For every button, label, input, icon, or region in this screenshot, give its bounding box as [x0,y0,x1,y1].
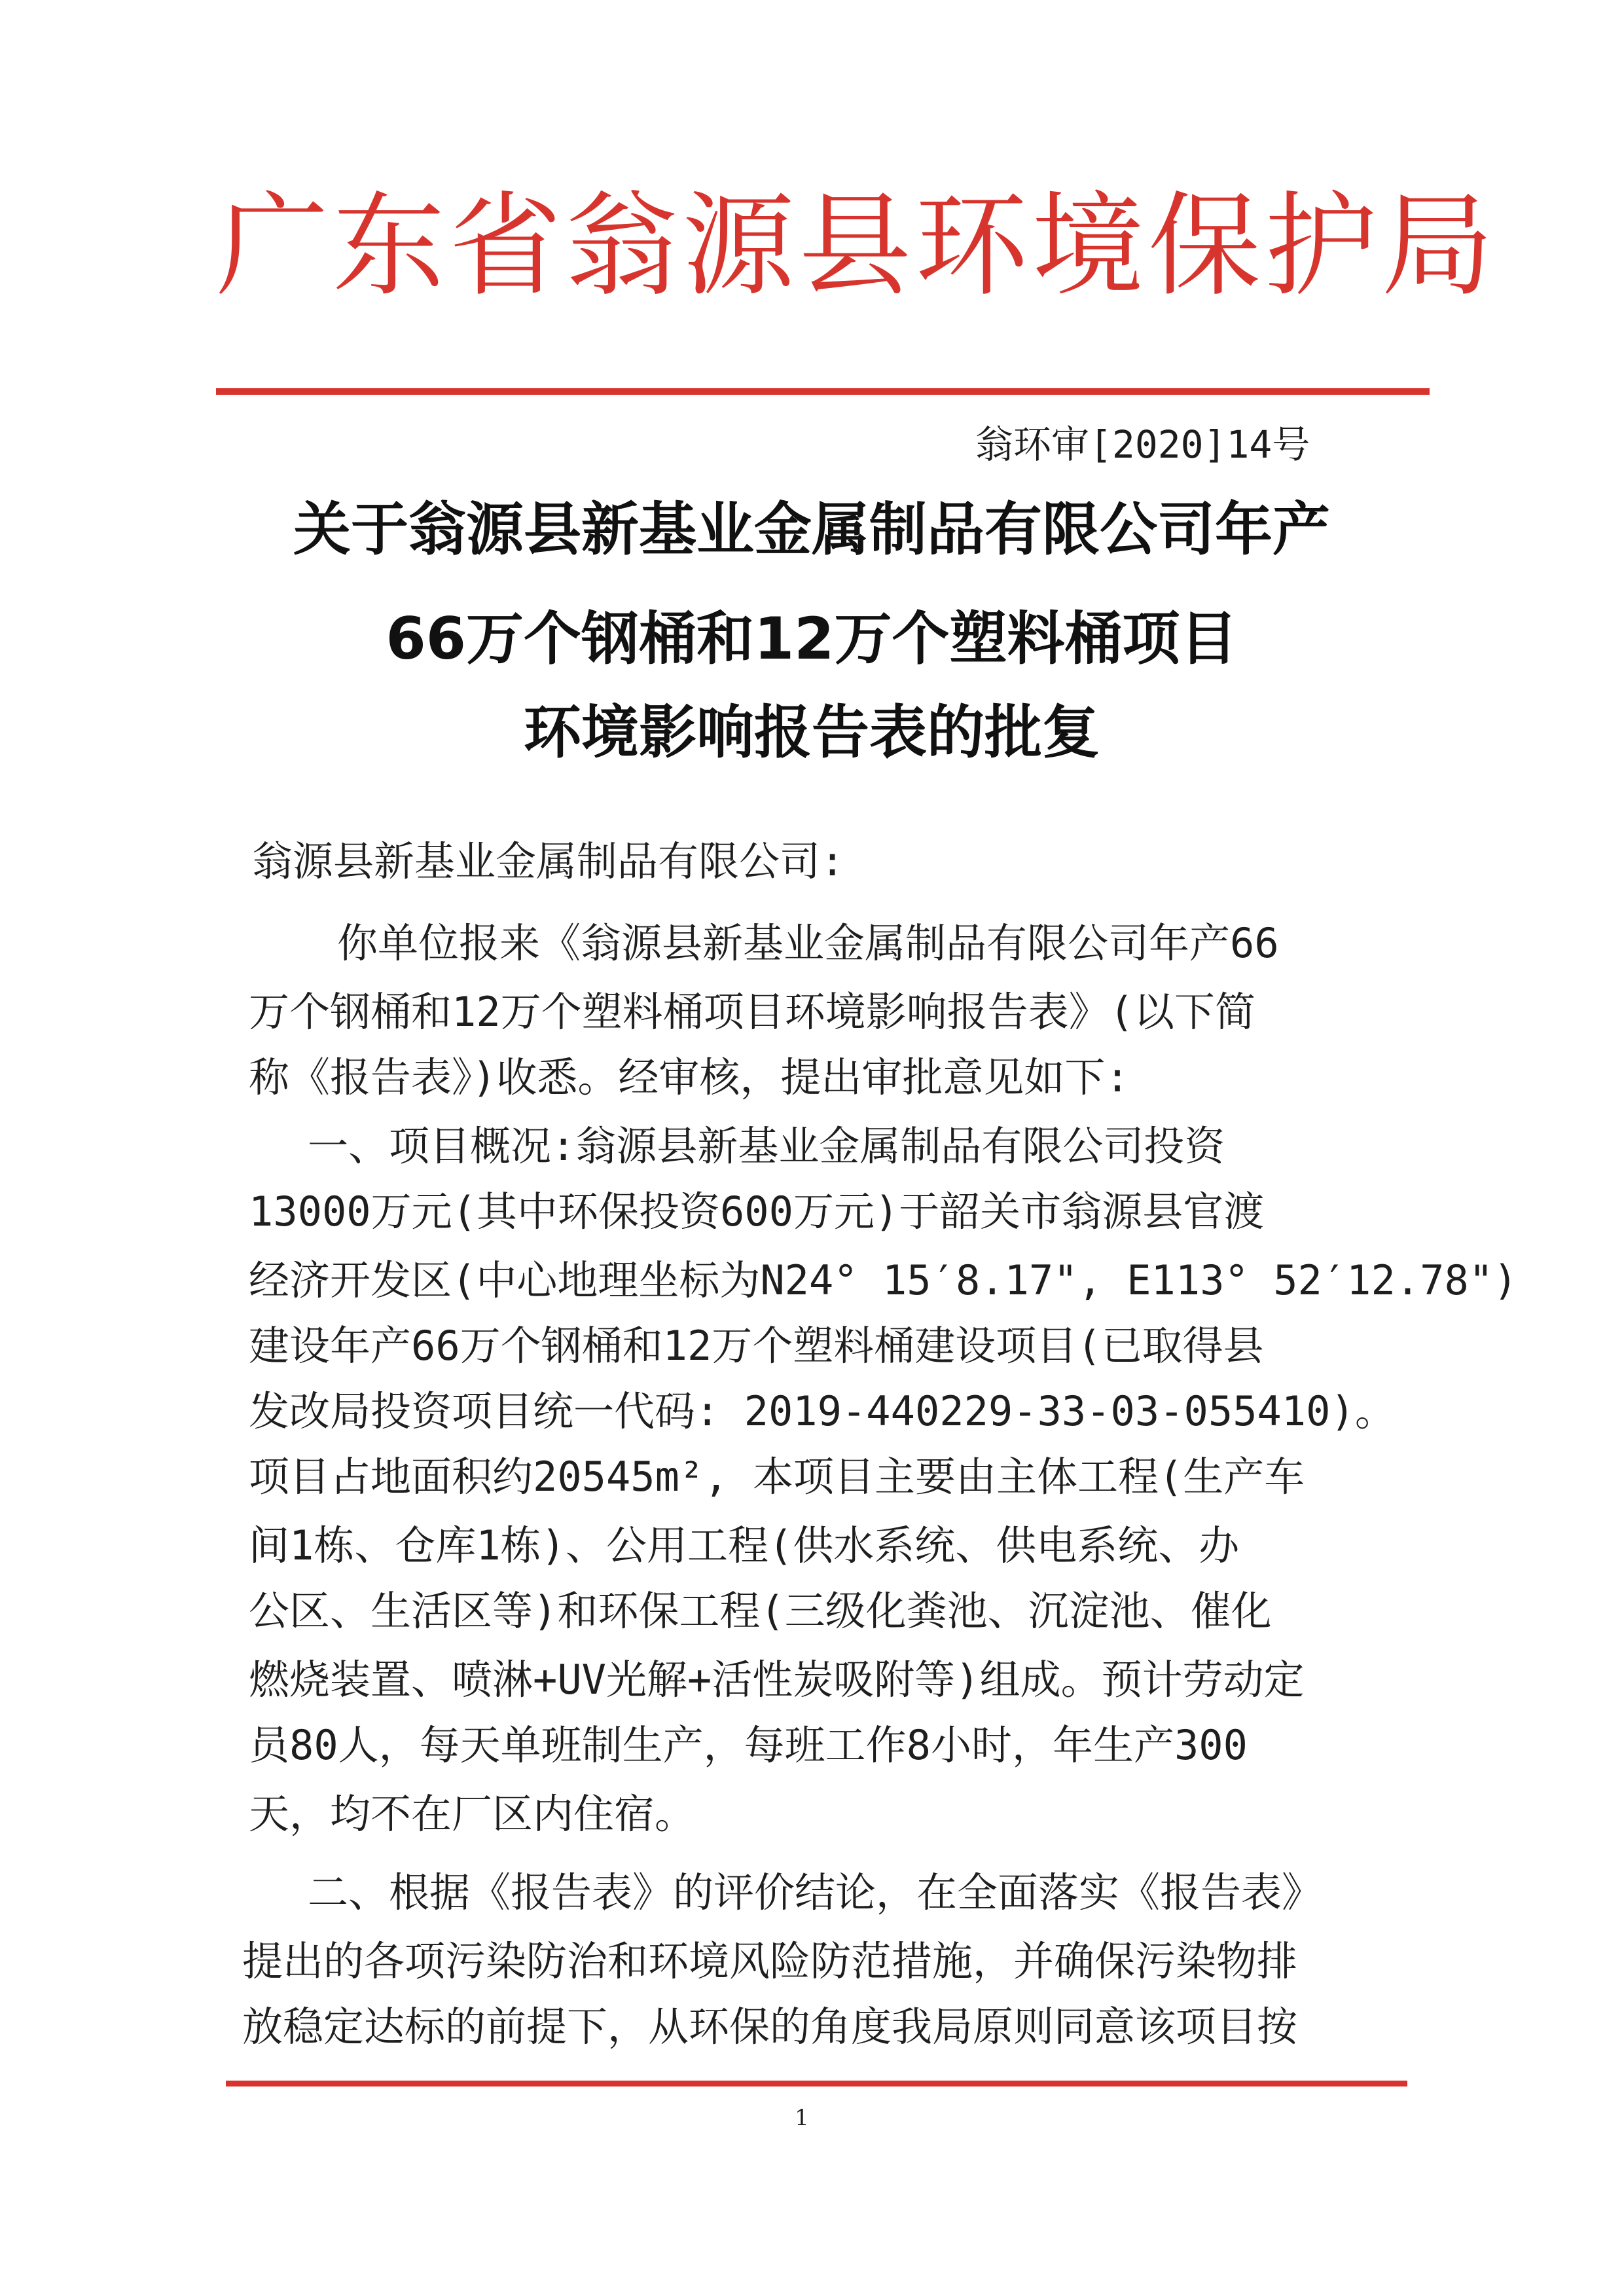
body-line: 间1栋、仓库1栋)、公用工程(供水系统、供电系统、办 [249,1522,1240,1569]
body-line: 称《报告表》)收悉。经审核，提出审批意见如下: [249,1053,1130,1101]
body-line: 二、根据《报告表》的评价结论，在全面落实《报告表》 [308,1868,1323,1916]
body-line: 放稳定达标的前提下，从环保的角度我局原则同意该项目按 [242,2003,1298,2050]
body-line: 建设年产66万个钢桶和12万个塑料桶建设项目(已取得县 [249,1322,1264,1370]
document-title-line-3: 环境影响报告表的批复 [523,699,1100,766]
document-title-line-2: 66万个钢桶和12万个塑料桶项目 [386,605,1238,672]
body-line: 13000万元(其中环保投资600万元)于韶关市翁源县官渡 [249,1188,1265,1235]
agency-letterhead: 广东省翁源县环境保护局 [216,180,1498,312]
body-line: 一、项目概况:翁源县新基业金属制品有限公司投资 [308,1122,1225,1170]
body-line: 提出的各项污染防治和环境风险防范措施，并确保污染物排 [242,1937,1298,1985]
page-number: 1 [795,2105,809,2131]
body-line: 天，均不在厂区内住宿。 [249,1790,696,1838]
body-line: 项目占地面积约20545m², 本项目主要由主体工程(生产车 [249,1453,1305,1501]
document-number: 翁环审[2020]14号 [975,422,1310,467]
body-line-addressee: 翁源县新基业金属制品有限公司: [252,837,845,885]
body-line: 燃烧装置、喷淋+UV光解+活性炭吸附等)组成。预计劳动定 [249,1656,1305,1704]
body-line: 你单位报来《翁源县新基业金属制品有限公司年产66 [337,919,1279,967]
body-line: 发改局投资项目统一代码: 2019-440229-33-03-055410)。 [249,1387,1396,1435]
body-line: 公区、生活区等)和环保工程(三级化粪池、沉淀池、催化 [249,1587,1272,1635]
letterhead-red-rule [216,388,1430,395]
footer-red-rule [226,2081,1407,2086]
body-line: 万个钢桶和12万个塑料桶项目环境影响报告表》(以下简 [249,988,1255,1036]
body-line: 员80人，每天单班制生产，每班工作8小时，年生产300 [249,1721,1248,1769]
body-line: 经济开发区(中心地理坐标为N24° 15′8.17", E113° 52′12.78") [249,1256,1518,1304]
document-title-line-1: 关于翁源县新基业金属制品有限公司年产 [293,496,1330,563]
